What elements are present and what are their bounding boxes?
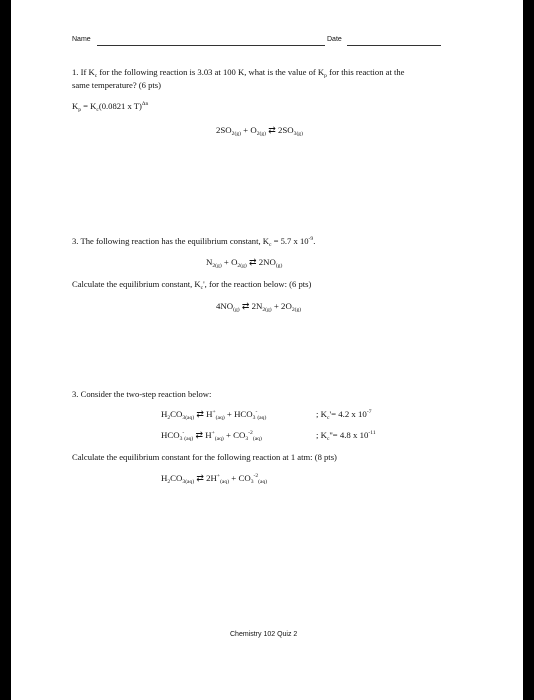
q3-reaction: $H_2CO_{3(aq)}$ ⇄ $2H^+_{(aq)} + CO_3^{-2}_{(aq)}$ [161,473,268,485]
q1-text-line1: 1. If $K_c$ for the following reaction is 3.03 at 100 K, what is the value of $K_p$ for this reaction at the [72,67,405,79]
q2-reaction2: $4NO_{(g)}$ ⇄ $2N_{2(g)} + 2O_{2(g)}$ [216,301,302,313]
name-line [97,45,325,46]
date-line [347,45,441,46]
q2-reaction: $N_{2(g)} + O_{2(g)}$ ⇄ $2NO_{(g)}$ [206,257,283,269]
date-label: Date [327,36,342,43]
q2-calc: Calculate the equilibrium constant, $K_c'$, for the reaction below: (6 pts) [72,279,312,291]
q1-reaction: $2SO_{2(g)} + O_{2(g)}$ ⇄ $2SO_{3(g)}$ [216,125,303,137]
q2-intro: 3. The following reaction has the equilibrium constant, $K_c = 5.7$ x $10^{-9}$. [72,236,316,248]
q3-step1-k: ; $K_c'= 4.2$ x $10^{-7}$ [316,409,372,421]
q1-text-line2: same temperature? (6 pts) [72,80,162,90]
q3-step1: $H_2CO_{3(aq)}$ ⇄ $H^+_{(aq)} + HCO_3^-_{(aq)}$ [161,409,267,421]
quiz-page [11,0,523,700]
q1-formula: $K_p = K_c(0.0821$ x T)$^{\Delta n}$ [72,101,149,113]
name-label: Name [72,36,91,43]
q3-step2-k: ; $K_c''= 4.8$ x $10^{-11}$ [316,430,376,442]
q3-step2: $HCO_3^-_{(aq)}$ ⇄ $H^+_{(aq)} + CO_3^{-2}_{(aq)}$ [161,430,262,442]
footer-label: Chemistry 102 Quiz 2 [230,631,298,638]
q3-calc: Calculate the equilibrium constant for the following reaction at 1 atm: (8 pts) [72,452,337,462]
q3-intro: 3. Consider the two-step reaction below: [72,389,212,399]
